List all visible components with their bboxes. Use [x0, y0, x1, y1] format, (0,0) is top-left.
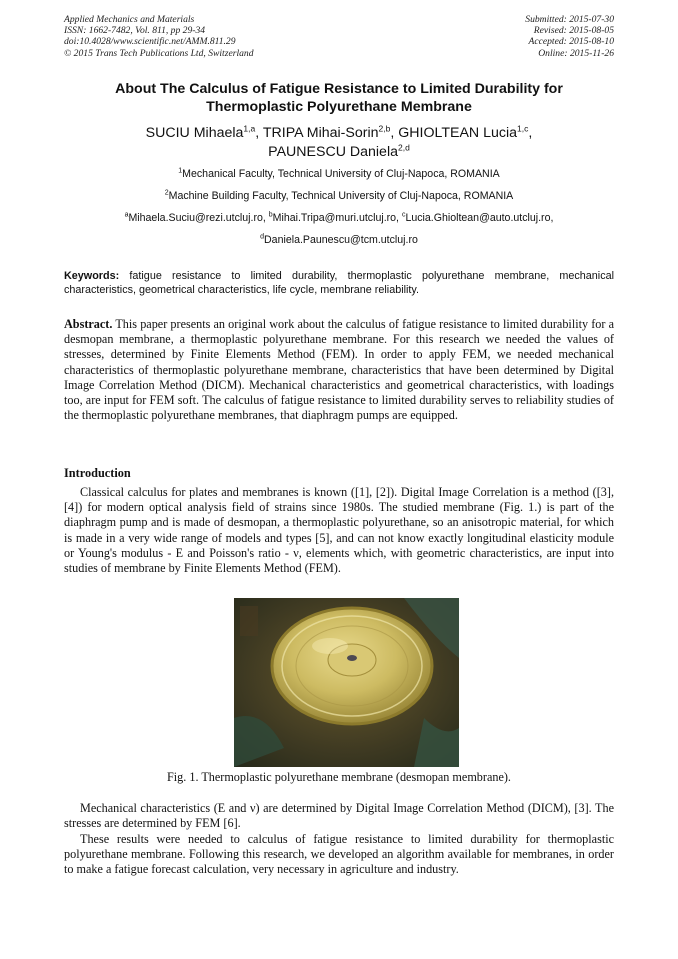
journal-name: Applied Mechanics and Materials [64, 14, 195, 25]
abstract [64, 317, 614, 423]
affiliation-sup: 1 [178, 167, 183, 175]
revised-date: Revised: 2015-08-05 [533, 25, 614, 37]
affiliation-2 [64, 190, 614, 203]
abstract-text: This paper presents an original work about the calculus of fatigue resistance to limited durability for a desmopan membrane, a thermoplastic polyurethane membrane. For this research we needed the values of stresses, determined by Finite Elements Method (FEM). In order to apply FEM, we needed mechanical characteristics of thermoplastic polyurethane membrane, characteristics that have been determined by Digital Image Correlation Method (DICM). Mechanical characteristics and geometrical characteristics, with loadings too, are input for FEM soft. The calculus of fatigue resistance to limited durability serves to reliability studies of the thermoplastic polyurethane membranes, that diaphragm pumps are equipped. [64, 317, 615, 423]
journal-info [64, 14, 254, 59]
email-link[interactable]: Lucia.Ghioltean@auto.utcluj.ro, [405, 212, 554, 224]
affiliation-text: Machine Building Faculty, Technical University of Cluj-Napoca, ROMANIA [168, 190, 514, 202]
email-sup: c [401, 211, 406, 219]
author-name: PAUNESCU Daniela [268, 144, 398, 160]
email-sup: b [268, 211, 273, 219]
membrane-photo [234, 598, 459, 767]
doi-line: doi:10.4028/www.scientific.net/AMM.811.29 [64, 36, 236, 48]
keywords-label: Keywords: [64, 270, 120, 282]
author-name: SUCIU Mihaela [145, 125, 244, 141]
email-link[interactable]: Daniela.Paunescu@tcm.utcluj.ro [264, 234, 418, 246]
author-name: GHIOLTEAN Lucia [398, 125, 518, 141]
author-emails [64, 212, 614, 225]
author-sup: 2,d [398, 142, 410, 153]
online-date: Online: 2015-11-26 [538, 47, 614, 59]
copyright-line: © 2015 Trans Tech Publications Ltd, Switzerland [64, 47, 254, 59]
author-sup: 1,a [243, 123, 256, 134]
author-separator: , [528, 125, 533, 141]
keywords [64, 269, 614, 297]
issn-line: ISSN: 1662-7482, Vol. 811, pp 29-34 [64, 25, 206, 37]
author-sup: 1,c [517, 123, 529, 134]
abstract-label: Abstract. [64, 317, 113, 331]
accepted-date: Accepted: 2015-08-10 [528, 36, 614, 48]
affiliation-sup: 2 [164, 189, 169, 197]
submitted-date: Submitted: 2015-07-30 [525, 14, 614, 25]
affiliation-text: Mechanical Faculty, Technical University of Cluj-Napoca, ROMANIA [182, 168, 500, 180]
email-link[interactable]: Mihai.Tripa@muri.utcluj.ro, [272, 212, 402, 224]
keywords-text: fatigue resistance to limited durability, thermoplastic polyurethane membrane, mechanical characteristics, geometrical characteristics, life cycle, membrane reliability. [64, 270, 615, 296]
paper-title [64, 80, 614, 116]
intro-paragraph-1: Classical calculus for plates and membranes is known ([1], [2]). Digital Image Correlation is a method ([3], [4]) for modern optical analysis field of strains since 1980s. The studied membrane (Fig. 1.) is part of the diaphragm pump and is made of desmopan, a thermoplastic polyurethane, so an anisotropic material, for which is made in a very wide range of models and types [5], and can not know exactly longitudinal elasticity module or Young's modulus - E and Poisson's ratio - ν, elements which, with geometric characteristics, are input into studies of membrane by Finite Elements Method (FEM). [64, 485, 614, 576]
author-separator: , [255, 125, 263, 141]
email-link[interactable]: Mihaela.Suciu@rezi.utcluj.ro, [128, 212, 269, 224]
affiliation-1 [64, 168, 614, 181]
author-email-d [64, 234, 614, 247]
publication-dates [525, 14, 614, 59]
email-sup: a [124, 211, 129, 219]
author-list [64, 124, 614, 162]
intro-paragraph-3: These results were needed to calculus of fatigue resistance to limited durability for thermoplastic polyurethane membrane. Following this research, we developed an algorithm available for membranes, in order to make a fatigue forecast calculation, very necessary in agriculture and industry. [64, 832, 614, 877]
author-separator: , [390, 125, 399, 141]
title-line-2: Thermoplastic Polyurethane Membrane [206, 99, 472, 115]
title-line-1: About The Calculus of Fatigue Resistance to Limited Durability for [115, 81, 563, 97]
figure-caption: Fig. 1. Thermoplastic polyurethane membrane (desmopan membrane). [167, 770, 511, 784]
author-sup: 2,b [378, 123, 391, 134]
section-heading-introduction: Introduction [64, 466, 131, 480]
author-name: TRIPA Mihai-Sorin [262, 125, 379, 141]
email-sup: d [260, 233, 265, 241]
intro-paragraph-2: Mechanical characteristics (E and ν) are determined by Digital Image Correlation Method (DICM), [3]. The stresses are determined by FEM [6]. [64, 801, 614, 831]
